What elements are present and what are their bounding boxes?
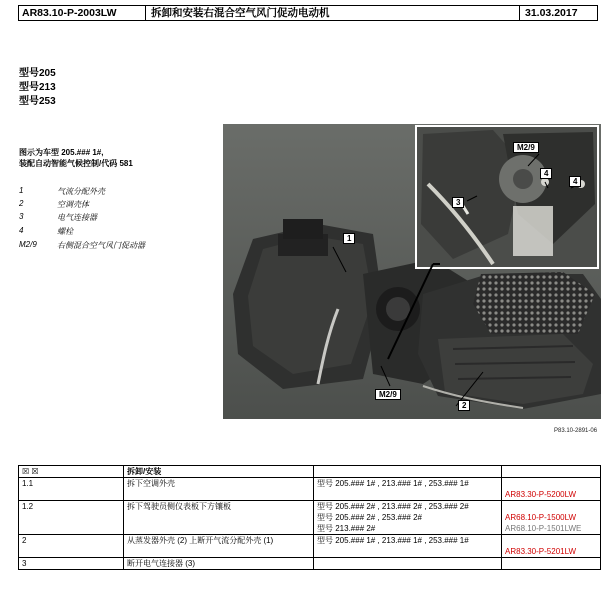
model-253: 型号253 [19,96,56,107]
reference-link[interactable]: AR68.10-P-1500LW [502,512,601,523]
legend-key-4: 4 [19,226,24,235]
reference-link[interactable]: AR68.10-P-1501LWE [502,523,601,535]
step-number: 3 [19,558,124,570]
callout-1: 1 [343,233,355,244]
callout-3: 3 [452,197,464,208]
legend-text-1: 气流分配外壳 [57,187,105,196]
legend-text-4: 螺栓 [57,227,73,236]
reference-link[interactable] [502,501,601,513]
header-icons: ☒ ☒ [19,466,124,478]
shown-for-line1: 图示为车型 205.### 1#, [19,148,104,157]
callout-2: 2 [458,400,470,411]
step-action: 拆下空调外壳 [124,478,314,501]
shown-for-line2: 装配自动智能气候控制/代码 581 [19,159,133,168]
step-number: 1.2 [19,501,124,535]
figure-caption: P83.10-2891-06 [554,428,598,434]
table-row [19,478,601,501]
document-code: AR83.10-P-2003LW [22,7,117,19]
callout-m29-main: M2/9 [375,389,401,400]
model-213: 型号213 [19,82,56,93]
step-models: 型号 205.### 2# , 213.### 2# , 253.### 2# [314,501,502,513]
step-number: 2 [19,535,124,558]
callout-4b: 4 [569,176,581,187]
legend-text-2: 空调壳体 [57,200,89,209]
document-date: 31.03.2017 [525,7,578,19]
step-action: 断开电气连接器 (3) [124,558,314,570]
component-photo [223,124,601,419]
callout-4a: 4 [540,168,552,179]
legend-key-3: 3 [19,212,24,221]
table-row [19,535,601,558]
legend-text-m29: 右侧混合空气风门促动器 [57,241,145,250]
header-title: 拆卸/安装 [124,466,314,478]
step-action: 拆下驾驶员侧仪表板下方镶板 [124,501,314,535]
reference-link[interactable]: AR83.30-P-5200LW [502,478,601,501]
legend-text-3: 电气连接器 [57,213,97,222]
legend-key-2: 2 [19,199,24,208]
step-models: 型号 205.### 1# , 213.### 1# , 253.### 1# [314,478,502,501]
callout-m29-inset: M2/9 [513,142,539,153]
reference-link[interactable]: AR83.30-P-5201LW [502,535,601,558]
legend-key-1: 1 [19,186,24,195]
table-header-row [19,466,601,478]
document-title: 拆卸和安装右混合空气风门促动电动机 [151,7,330,19]
table-row [19,501,601,513]
step-action: 从蒸发器外壳 (2) 上断开气流分配外壳 (1) [124,535,314,558]
step-models: 型号 205.### 1# , 213.### 1# , 253.### 1# [314,535,502,558]
table-row [19,558,601,570]
procedure-table [18,465,601,570]
document-header [18,5,598,21]
step-number: 1.1 [19,478,124,501]
step-models: 型号 213.### 2# [314,523,502,535]
model-205: 型号205 [19,68,56,79]
legend-key-m29: M2/9 [19,240,37,249]
step-models: 型号 205.### 2# , 253.### 2# [314,512,502,523]
